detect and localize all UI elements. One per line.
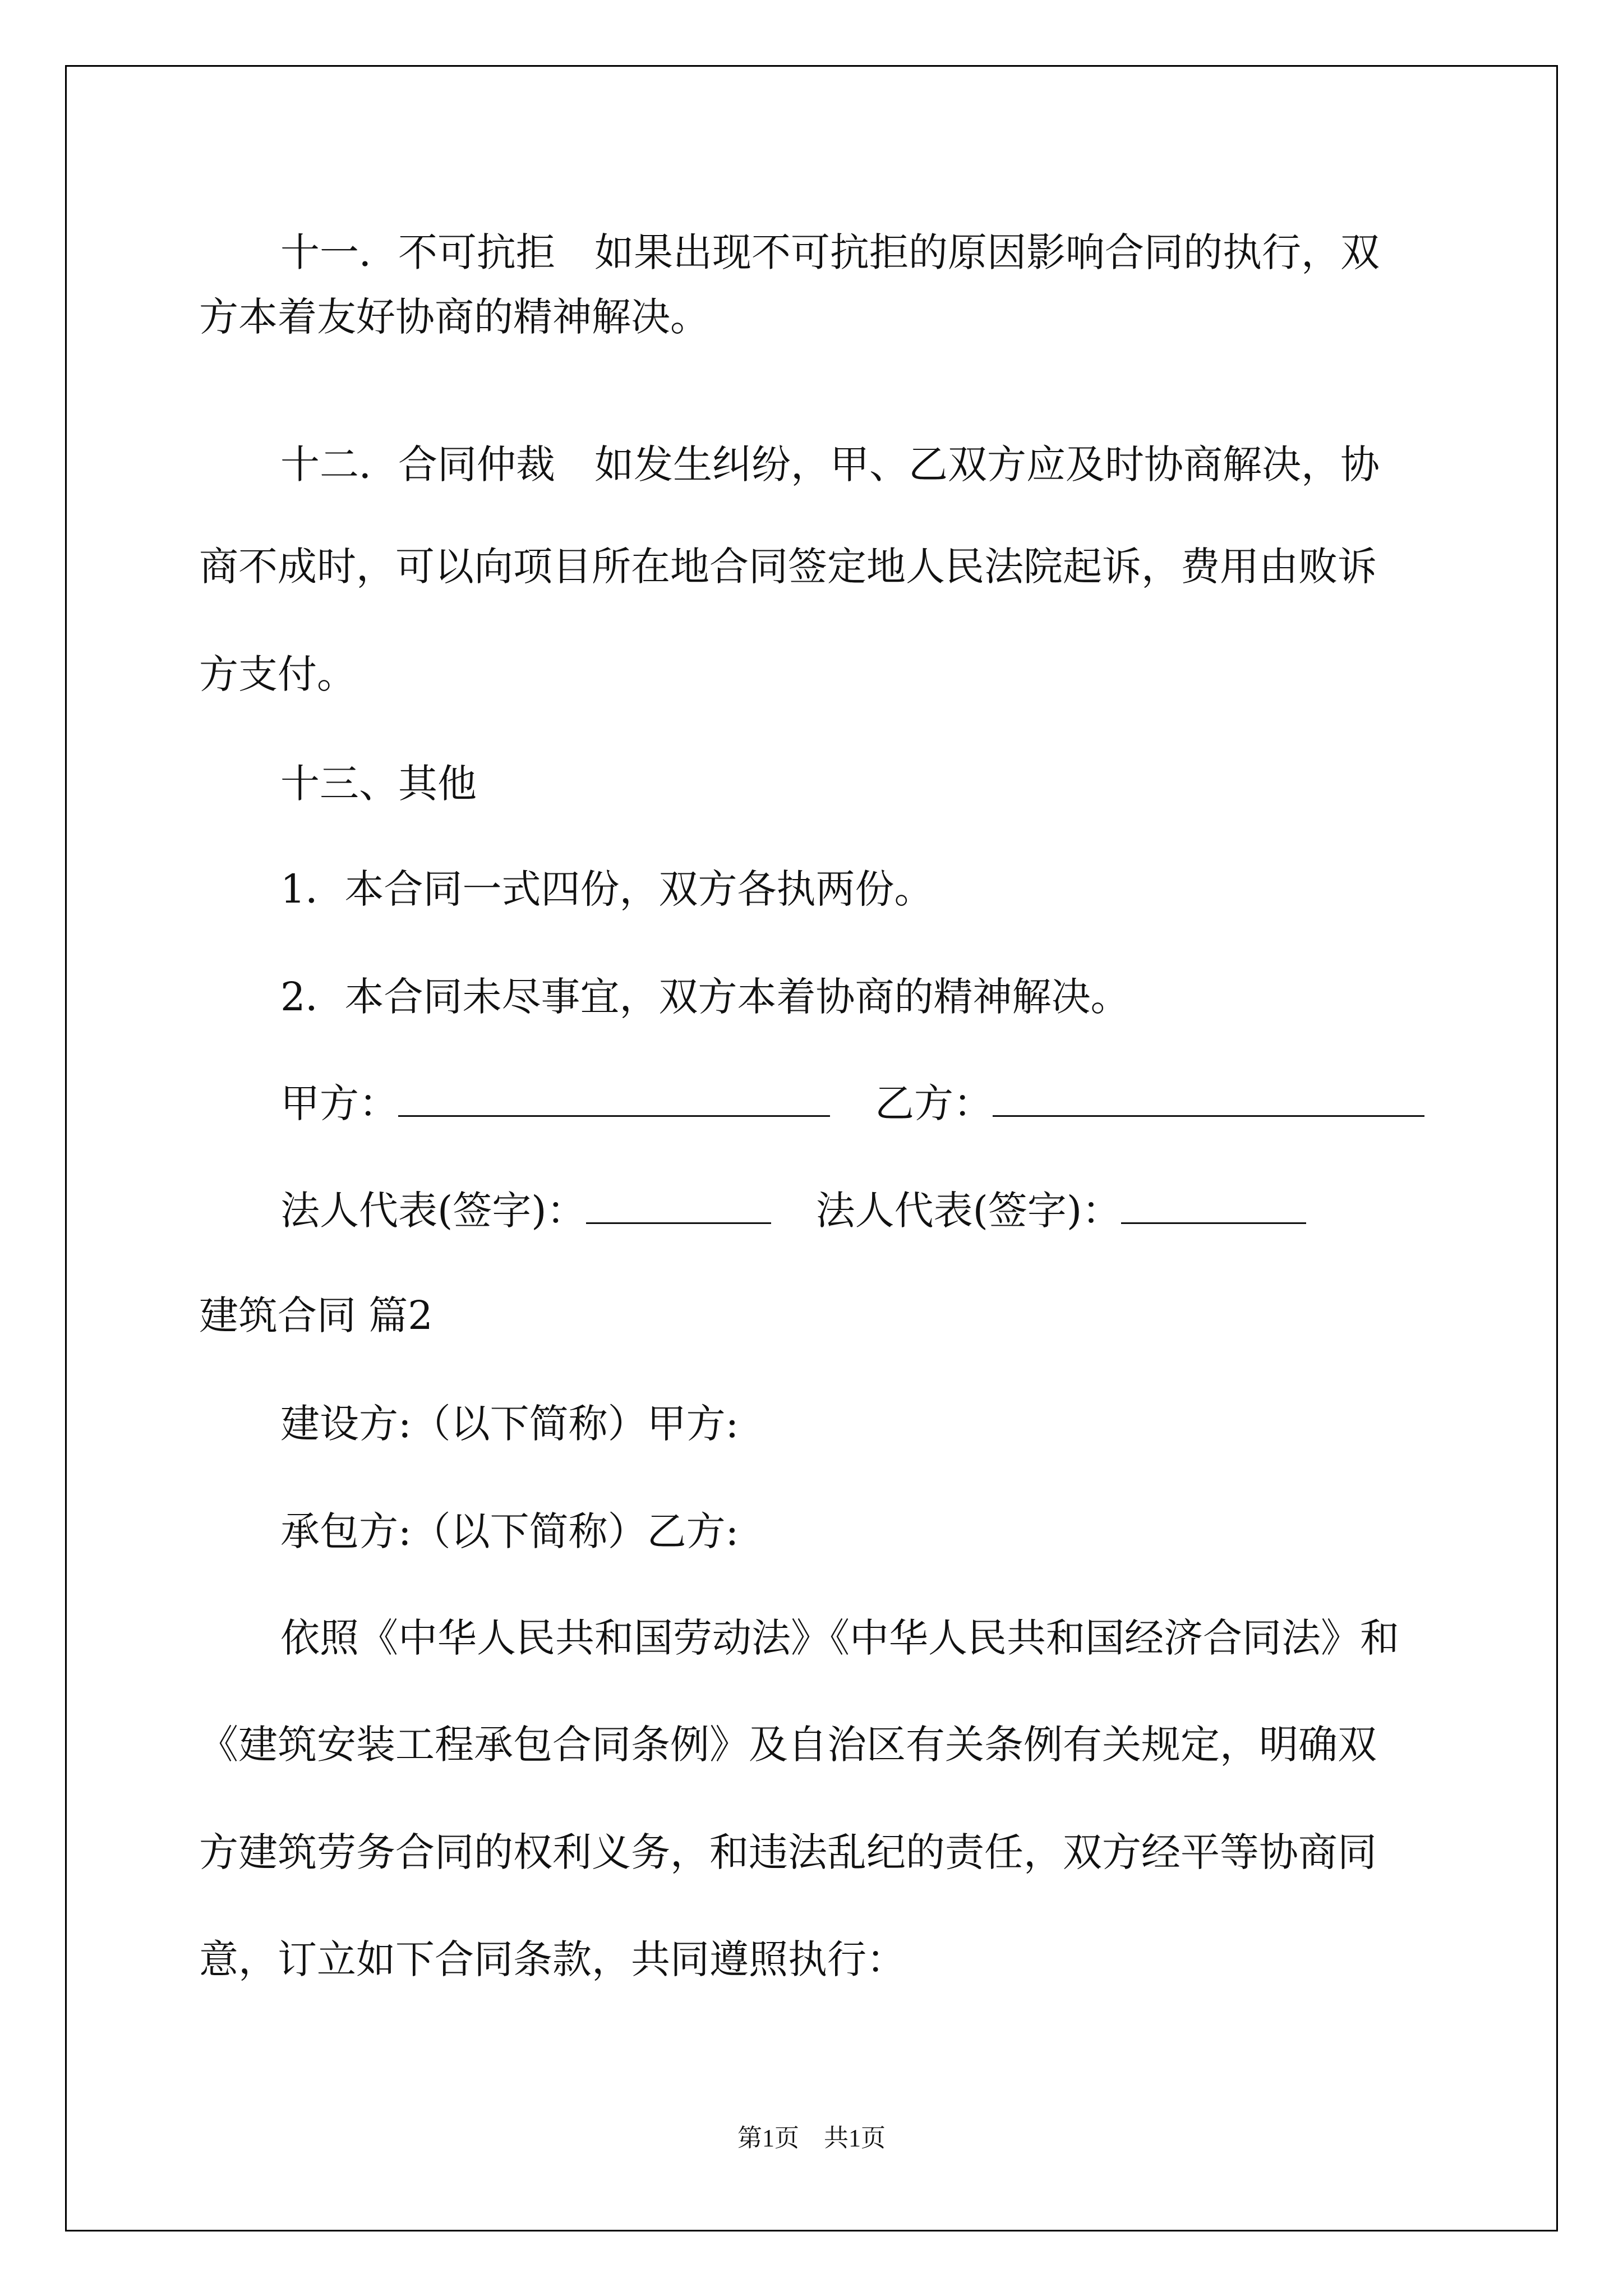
clause-13-item-2: 2．本合同未尽事宜，双方本着协商的精神解决。 [280, 974, 1130, 1020]
party-a-blank [398, 1080, 830, 1117]
rep-a-label: 法人代表(签字)： [280, 1188, 586, 1234]
party-b-blank [993, 1080, 1424, 1117]
contractor-line: 承包方:（以下简称）乙方: [280, 1508, 739, 1554]
page-number-footer: 第1页 共1页 [737, 2124, 886, 2152]
clause-13-item-1: 1．本合同一式四份，双方各执两份。 [280, 866, 934, 912]
preamble-line-1: 依照《中华人民共和国劳动法》《中华人民共和国经济合同法》和 [280, 1615, 1399, 1661]
representative-signature-row [0, 1185, 1623, 1236]
clause-13-heading: 十三、其他 [280, 761, 477, 807]
rep-b-label: 法人代表(签字)： [815, 1188, 1122, 1234]
builder-line: 建设方:（以下简称）甲方: [280, 1401, 739, 1447]
preamble-line-2: 《建筑安装工程承包合同条例》及自治区有关条例有关规定，明确双 [199, 1722, 1377, 1768]
clause-11-line-1: 十一．不可抗拒 如果出现不可抗拒的原因影响合同的执行，双 [280, 229, 1380, 275]
clause-12-line-1: 十二．合同仲裁 如发生纠纷，甲、乙双方应及时协商解决，协 [280, 441, 1380, 487]
clause-12-line-2: 商不成时，可以向项目所在地合同签定地人民法院起诉，费用由败诉 [199, 544, 1377, 590]
preamble-line-3: 方建筑劳务合同的权利义务，和违法乱纪的责任，双方经平等协商同 [199, 1829, 1377, 1875]
clause-11-line-2: 方本着友好协商的精神解决。 [199, 294, 709, 340]
party-signature-row [0, 1078, 1623, 1129]
rep-a-blank [586, 1188, 771, 1224]
party-b-label: 乙方： [875, 1080, 993, 1126]
page-border [65, 65, 1558, 2231]
section-2-title: 建筑合同 篇2 [199, 1292, 433, 1338]
party-a-label: 甲方： [280, 1080, 398, 1126]
clause-12-line-3: 方支付。 [199, 651, 356, 697]
rep-b-blank [1121, 1188, 1306, 1224]
preamble-line-4: 意，订立如下合同条款，共同遵照执行： [199, 1936, 906, 1982]
